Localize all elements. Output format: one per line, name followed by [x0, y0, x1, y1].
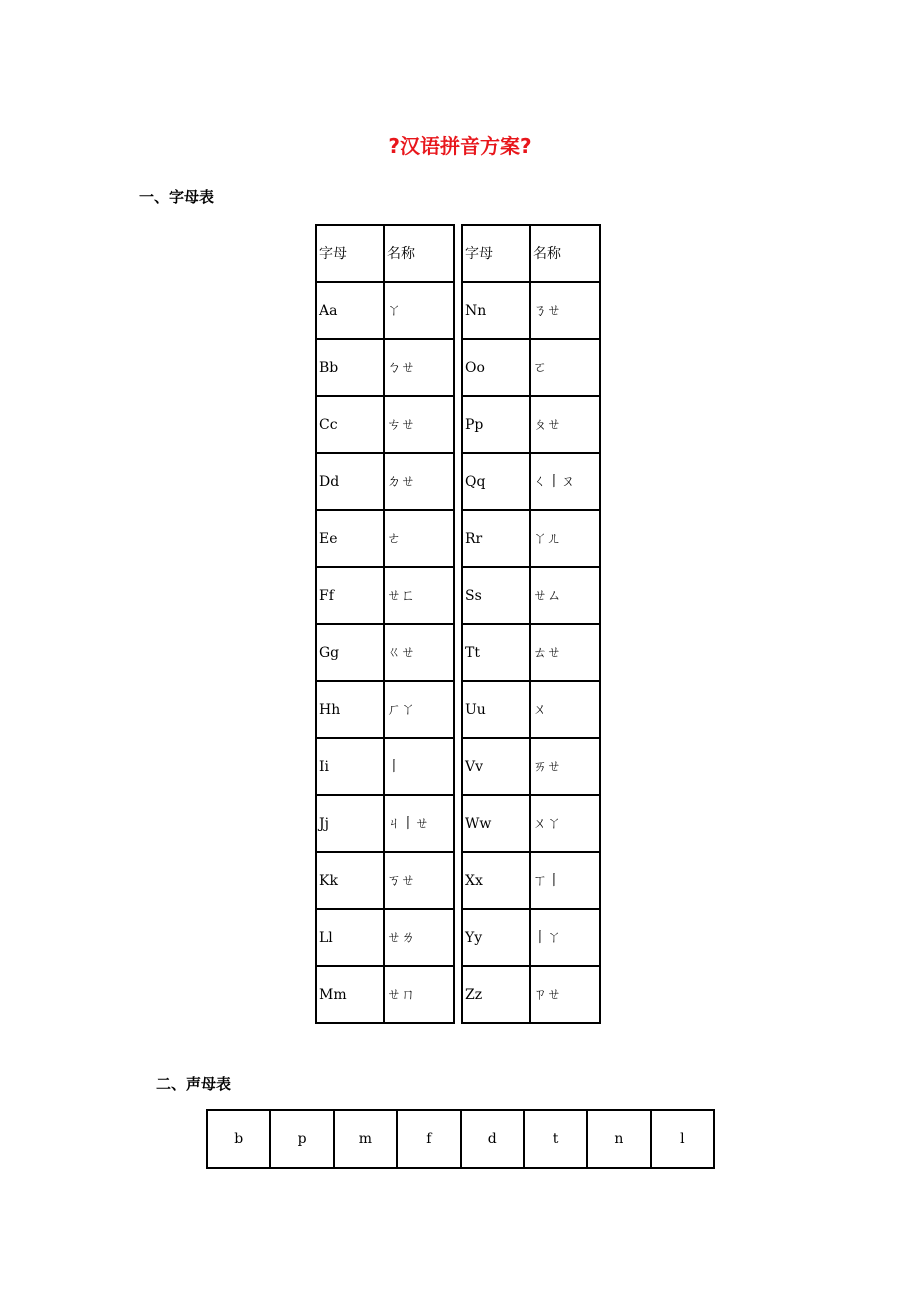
table-row [316, 852, 454, 909]
table-row [462, 624, 600, 681]
table-row [316, 795, 454, 852]
letter-cell: Gg [316, 624, 384, 681]
letter-cell: Aa [316, 282, 384, 339]
letter-cell: Ff [316, 567, 384, 624]
letter-name-cell: ㄆㄝ [530, 396, 600, 453]
table-row [316, 738, 454, 795]
letter-name-cell: ㄊㄝ [530, 624, 600, 681]
letter-name-cell: ㄚㄦ [530, 510, 600, 567]
letter-name-cell: ㄐ丨ㄝ [384, 795, 454, 852]
table-row [316, 339, 454, 396]
page-title: ?汉语拼音方案? [388, 134, 532, 158]
table-row [316, 567, 454, 624]
header-letter: 字母 [462, 225, 530, 282]
letter-cell: Cc [316, 396, 384, 453]
letter-name-cell: ㄚ [384, 282, 454, 339]
letter-name-cell: ㄝㄙ [530, 567, 600, 624]
initial-cell: t [524, 1110, 587, 1168]
letter-cell: Rr [462, 510, 530, 567]
initials-table [206, 1109, 715, 1169]
table-row [462, 795, 600, 852]
table-row [316, 681, 454, 738]
letter-name-cell: ㄨㄚ [530, 795, 600, 852]
letter-cell: Ww [462, 795, 530, 852]
letter-cell: Vv [462, 738, 530, 795]
letter-name-cell: ㄝㄈ [384, 567, 454, 624]
letter-cell: Nn [462, 282, 530, 339]
letter-cell: Jj [316, 795, 384, 852]
table-row [462, 909, 600, 966]
letter-cell: Ii [316, 738, 384, 795]
initial-cell: n [587, 1110, 650, 1168]
table-row [316, 909, 454, 966]
letter-name-cell: ㄝㄌ [384, 909, 454, 966]
letter-name-cell: ㄞㄝ [530, 738, 600, 795]
header-name: 名称 [530, 225, 600, 282]
alphabet-header-row [316, 225, 454, 282]
letter-cell: Dd [316, 453, 384, 510]
letter-name-cell: ㄋㄝ [530, 282, 600, 339]
letter-cell: Pp [462, 396, 530, 453]
table-row [462, 282, 600, 339]
letter-cell: Xx [462, 852, 530, 909]
table-row [316, 624, 454, 681]
table-row [316, 510, 454, 567]
alphabet-header-row [462, 225, 600, 282]
alphabet-table-right [461, 224, 601, 1024]
letter-name-cell: ㄅㄝ [384, 339, 454, 396]
letter-name-cell: ㄝㄇ [384, 966, 454, 1023]
header-letter: 字母 [316, 225, 384, 282]
letter-name-cell: ㄉㄝ [384, 453, 454, 510]
table-row [462, 396, 600, 453]
letter-cell: Oo [462, 339, 530, 396]
table-row [462, 510, 600, 567]
header-name: 名称 [384, 225, 454, 282]
letter-name-cell: 丨ㄚ [530, 909, 600, 966]
letter-cell: Uu [462, 681, 530, 738]
letter-name-cell: ㄨ [530, 681, 600, 738]
letter-cell: Qq [462, 453, 530, 510]
section-heading-alphabet: 一、字母表 [139, 188, 215, 206]
letter-cell: Bb [316, 339, 384, 396]
initial-cell: d [461, 1110, 524, 1168]
letter-name-cell: ㄗㄝ [530, 966, 600, 1023]
table-row [316, 396, 454, 453]
table-row [462, 567, 600, 624]
letter-cell: Tt [462, 624, 530, 681]
initial-cell: b [207, 1110, 270, 1168]
letter-name-cell: ㄑ丨ㄡ [530, 453, 600, 510]
initial-cell: l [651, 1110, 714, 1168]
letter-cell: Ll [316, 909, 384, 966]
letter-name-cell: ㄘㄝ [384, 396, 454, 453]
table-row [316, 282, 454, 339]
table-row [462, 339, 600, 396]
initial-cell: p [270, 1110, 333, 1168]
letter-name-cell: ㄎㄝ [384, 852, 454, 909]
table-row [316, 453, 454, 510]
letter-cell: Ss [462, 567, 530, 624]
letter-cell: Yy [462, 909, 530, 966]
table-row [462, 852, 600, 909]
letter-name-cell: ㄏㄚ [384, 681, 454, 738]
initials-row [207, 1110, 714, 1168]
table-row [462, 738, 600, 795]
letter-name-cell: ㄜ [384, 510, 454, 567]
initial-cell: f [397, 1110, 460, 1168]
letter-cell: Zz [462, 966, 530, 1023]
letter-cell: Mm [316, 966, 384, 1023]
letter-cell: Ee [316, 510, 384, 567]
table-row [316, 966, 454, 1023]
table-row [462, 453, 600, 510]
table-row [462, 966, 600, 1023]
table-row [462, 681, 600, 738]
letter-cell: Hh [316, 681, 384, 738]
letter-name-cell: ㄛ [530, 339, 600, 396]
initial-cell: m [334, 1110, 397, 1168]
section-heading-initials: 二、声母表 [156, 1075, 232, 1093]
letter-name-cell: ㄒ丨 [530, 852, 600, 909]
letter-name-cell: 丨 [384, 738, 454, 795]
letter-cell: Kk [316, 852, 384, 909]
letter-name-cell: ㄍㄝ [384, 624, 454, 681]
alphabet-table-left [315, 224, 455, 1024]
